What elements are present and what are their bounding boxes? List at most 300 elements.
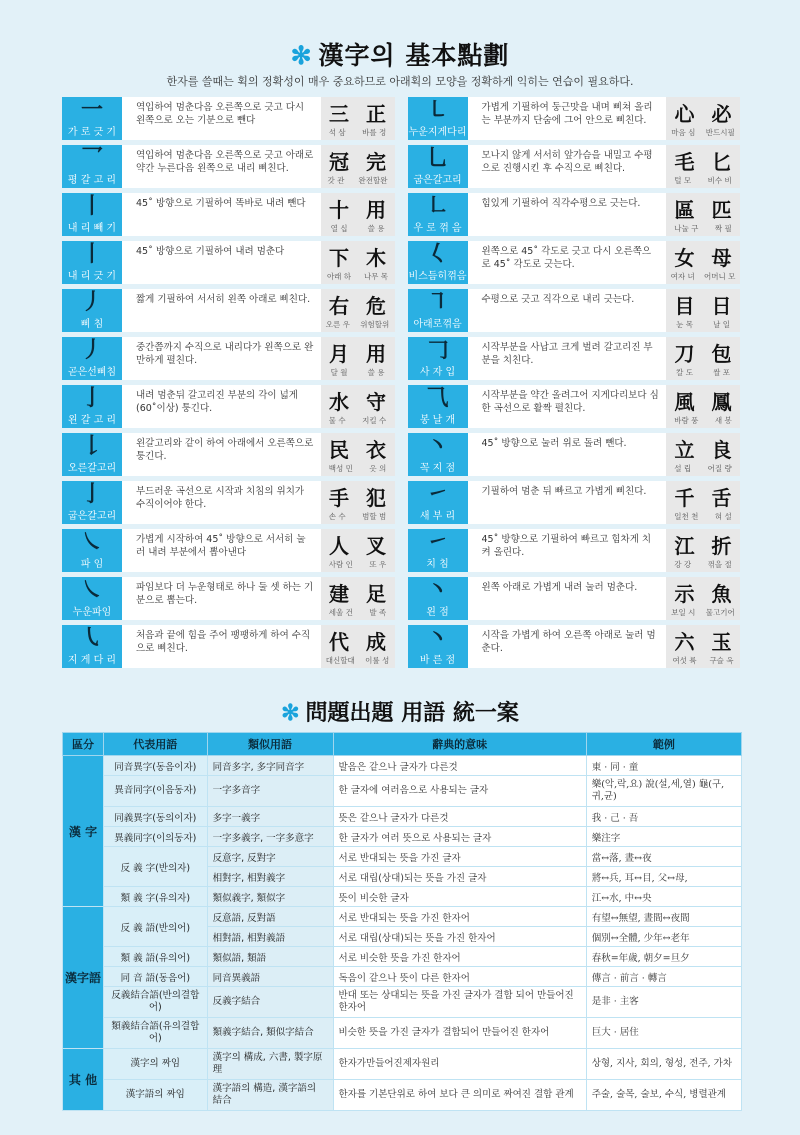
example: 樂注字 — [586, 827, 741, 847]
example-box — [321, 385, 395, 428]
example-readings — [666, 271, 740, 282]
example-char: 完 — [366, 150, 386, 174]
example-chars — [321, 98, 395, 127]
stroke-card — [408, 433, 741, 476]
example-box — [666, 577, 740, 620]
stroke-row — [62, 145, 740, 188]
example-reading: 혀 설 — [714, 512, 732, 521]
representative-term: 異義同字(이의동자) — [104, 827, 208, 847]
example: 我 · 己 · 吾 — [586, 807, 741, 827]
example-char: 鳳 — [711, 390, 732, 414]
stroke-box — [62, 337, 122, 380]
example-reading: 달 월 — [330, 368, 348, 377]
example-char: 千 — [674, 486, 695, 510]
stroke-name: 치 침 — [426, 559, 449, 570]
group-label: 其 他 — [63, 1049, 104, 1111]
example: 巨大 · 居住 — [586, 1018, 741, 1049]
similar-terms: 反意字, 反對字 — [207, 847, 333, 867]
example-box — [321, 481, 395, 524]
example-chars — [666, 98, 740, 127]
stroke-card — [408, 289, 741, 332]
example-reading: 세울 건 — [328, 608, 353, 617]
example-char: 折 — [711, 534, 732, 558]
stroke-box — [408, 481, 468, 524]
example: 是非 · 主客 — [586, 987, 741, 1018]
example-readings — [666, 319, 740, 330]
example-box — [321, 289, 395, 332]
example-box — [666, 433, 740, 476]
example-reading: 백성 민 — [328, 464, 353, 473]
group-label: 漢 字 — [63, 756, 104, 907]
stroke-card — [408, 241, 741, 284]
example-char: 刀 — [674, 342, 695, 366]
stroke-row — [62, 433, 740, 476]
example-chars — [321, 242, 395, 271]
similar-terms: 反義字結合 — [207, 987, 333, 1018]
example-reading: 갓 관 — [327, 176, 345, 185]
stroke-box — [408, 193, 468, 236]
stroke-glyph: 𠃌 — [426, 337, 449, 363]
similar-terms: 相對字, 相對義字 — [207, 867, 333, 887]
example-char: 衣 — [366, 438, 386, 462]
example-reading: 털 모 — [674, 176, 692, 185]
example-char: 正 — [366, 102, 386, 126]
example-box — [321, 625, 395, 668]
stroke-row — [62, 241, 740, 284]
example-char: 舌 — [711, 486, 732, 510]
stroke-name: 굽은갈고리 — [67, 511, 117, 522]
example-box — [321, 577, 395, 620]
example-reading: 여자 녀 — [670, 272, 695, 281]
example-reading: 대신할대 — [325, 656, 355, 665]
stroke-name: 사 자 입 — [419, 367, 456, 378]
example-char: 匕 — [711, 150, 732, 174]
example-reading: 새 봉 — [714, 416, 732, 425]
stroke-glyph: 一 — [80, 97, 103, 123]
table-header: 代表用語 — [104, 733, 208, 756]
representative-term: 反 義 語(반의어) — [104, 907, 208, 947]
stroke-glyph: 丶 — [426, 577, 449, 603]
example-char: 十 — [329, 198, 349, 222]
example-char: 日 — [711, 294, 732, 318]
stroke-card — [62, 481, 395, 524]
stroke-glyph: 丨 — [80, 241, 103, 267]
similar-terms: 漢字語의 構造, 漢字語의 結合 — [207, 1080, 333, 1111]
example-reading: 발 족 — [369, 608, 387, 617]
dictionary-meaning: 서로 대립(상대)되는 뜻을 가진 한자어 — [333, 927, 586, 947]
table-row — [63, 807, 742, 827]
example-char: 月 — [329, 342, 349, 366]
example-box — [666, 289, 740, 332]
stroke-description: 가볍게 시작하여 45˚ 방향으로 서서히 눌러 내려 부분에서 뽑아낸다 — [122, 529, 321, 572]
similar-terms: 類似語, 類語 — [207, 947, 333, 967]
example-reading: 열 십 — [330, 224, 348, 233]
example-char: 魚 — [711, 582, 732, 606]
example-readings — [321, 367, 395, 378]
example-readings — [666, 175, 740, 186]
example: 有望↔無望, 晝間↔夜間 — [586, 907, 741, 927]
example-readings — [666, 511, 740, 522]
example-reading: 쓸 용 — [367, 368, 385, 377]
example-char: 下 — [329, 246, 349, 270]
example-chars — [666, 146, 740, 175]
representative-term: 同義異字(동의이자) — [104, 807, 208, 827]
example-reading: 날 일 — [713, 320, 730, 329]
representative-term: 漢字語의 짜임 — [104, 1080, 208, 1111]
stroke-description: 파임보다 더 누운형태로 하나 둘 셋 하는 기분으로 뽑는다. — [122, 577, 321, 620]
example-reading: 지킬 수 — [362, 416, 387, 425]
example-char: 匹 — [711, 198, 732, 222]
dictionary-meaning: 한자가만들어진제자원리 — [333, 1049, 586, 1080]
example-box — [666, 481, 740, 524]
example-readings — [321, 607, 395, 618]
dictionary-meaning: 서로 반대되는 뜻을 가진 한자어 — [333, 907, 586, 927]
stroke-card — [62, 193, 395, 236]
example-char: 代 — [329, 630, 349, 654]
example-chars — [321, 338, 395, 367]
stroke-description: 45˚ 방향으로 기필하여 빠르고 힘차게 치켜 올린다. — [468, 529, 667, 572]
example-box — [666, 241, 740, 284]
stroke-grid — [62, 97, 740, 673]
stroke-glyph: ㇗ — [426, 193, 449, 219]
example-char: 風 — [674, 390, 695, 414]
stroke-glyph: ㇕ — [426, 289, 449, 315]
example-chars — [321, 434, 395, 463]
page-subtitle: 한자를 쓸때는 획의 정확성이 매우 중요하므로 아래획의 모양을 정확하게 익히는 연습이 필요하다. — [166, 75, 634, 88]
stroke-card — [62, 529, 395, 572]
stroke-name: 평 갈 고 리 — [67, 175, 117, 186]
similar-terms: 反意語, 反對語 — [207, 907, 333, 927]
stroke-description: 왼갈고리와 같이 하여 아래에서 오른쪽으로 퉁긴다. — [122, 433, 321, 476]
example-readings — [666, 463, 740, 474]
stroke-glyph: 丿 — [80, 289, 103, 315]
stroke-glyph: 亅 — [80, 481, 103, 507]
example-reading: 설 립 — [674, 464, 692, 473]
example-box — [666, 337, 740, 380]
stroke-description: 수평으로 긋고 직각으로 내리 긋는다. — [468, 289, 667, 332]
example-box — [321, 433, 395, 476]
stroke-description: 45˚ 방향으로 기필하여 똑바로 내려 뺀다 — [122, 193, 321, 236]
stroke-box — [62, 241, 122, 284]
example-readings — [321, 463, 395, 474]
example-reading: 마음 심 — [671, 128, 696, 137]
example-reading: 쓸 용 — [367, 224, 385, 233]
example-char: 女 — [674, 246, 695, 270]
stroke-description: 45˚ 방향으로 기필하여 내려 멈춘다 — [122, 241, 321, 284]
stroke-glyph: ㇀ — [426, 481, 449, 507]
example-reading: 물 수 — [328, 416, 346, 425]
stroke-box — [62, 145, 122, 188]
stroke-row — [62, 577, 740, 620]
stroke-row — [62, 385, 740, 428]
stroke-card — [408, 577, 741, 620]
example-chars — [666, 242, 740, 271]
table-row — [63, 776, 742, 807]
similar-terms: 一字多義字, 一字多意字 — [207, 827, 333, 847]
stroke-name: 바 른 점 — [419, 655, 456, 666]
example-char: 必 — [711, 102, 732, 126]
dictionary-meaning: 뜻이 비슷한 글자 — [333, 887, 586, 907]
example-char: 木 — [366, 246, 386, 270]
example-reading: 오른 우 — [325, 320, 350, 329]
group-label: 漢字語 — [63, 907, 104, 1049]
example: 當↔落, 晝↔夜 — [586, 847, 741, 867]
example-reading: 아래 하 — [326, 272, 352, 281]
stroke-card — [62, 385, 395, 428]
example-readings — [321, 415, 395, 426]
example-readings — [321, 319, 395, 330]
example-reading: 어머니 모 — [704, 272, 736, 281]
example: 將↔兵, 耳↔目, 父↔母, — [586, 867, 741, 887]
stroke-description: 처음과 끝에 힘을 주어 팽팽하게 하여 수직으로 삐친다. — [122, 625, 321, 668]
stroke-name: 곧은선삐침 — [67, 367, 117, 378]
stroke-row — [62, 529, 740, 572]
table-row — [63, 887, 742, 907]
dictionary-meaning: 독음이 같으나 뜻이 다른 한자어 — [333, 967, 586, 987]
stroke-glyph: 丨 — [80, 193, 103, 219]
table-header: 範例 — [586, 733, 741, 756]
stroke-description: 짧게 기필하여 서서히 왼쪽 아래로 삐친다. — [122, 289, 321, 332]
example-char: 母 — [711, 246, 732, 270]
example-char: 冠 — [329, 150, 349, 174]
stroke-card — [62, 145, 395, 188]
stroke-name: 아래로꺾음 — [413, 319, 462, 330]
example-reading: 꺾을 절 — [707, 560, 732, 569]
example-char: 人 — [329, 534, 349, 558]
stroke-description: 기필하여 멈춘 뒤 빠르고 가볍게 삐친다. — [468, 481, 667, 524]
example-reading: 물고기어 — [705, 608, 735, 617]
stroke-name: 우 로 꺾 음 — [413, 223, 462, 234]
stroke-card — [408, 97, 741, 140]
stroke-description: 모나지 않게 서서히 앞가슴을 내밀고 수평으로 진행시킨 후 수직으로 삐친다. — [468, 145, 667, 188]
stroke-row — [62, 289, 740, 332]
example-char: 手 — [329, 486, 349, 510]
example: 個別↔全體, 少年↔老年 — [586, 927, 741, 947]
table-header-row — [63, 733, 742, 756]
stroke-name: 왼 점 — [426, 607, 449, 618]
example-reading: 반드시필 — [705, 128, 735, 137]
example-chars — [666, 386, 740, 415]
example-char: 用 — [366, 342, 386, 366]
example-chars — [666, 194, 740, 223]
example: 春秋=年歲, 朝夕=旦夕 — [586, 947, 741, 967]
table-row — [63, 1049, 742, 1080]
representative-term: 類 義 字(유의자) — [104, 887, 208, 907]
stroke-box — [62, 433, 122, 476]
example-box — [666, 529, 740, 572]
example-reading: 범할 범 — [362, 512, 387, 521]
stroke-description: 힘있게 기필하여 직각수평으로 긋는다. — [468, 193, 667, 236]
stroke-description: 왼쪽으로 45˚ 각도로 긋고 다시 오른쪽으로 45˚ 각도로 긋는다. — [468, 241, 667, 284]
stroke-glyph: 丿 — [80, 337, 103, 363]
example-chars — [666, 434, 740, 463]
stroke-box — [408, 625, 468, 668]
dictionary-meaning: 발음은 같으나 글자가 다른것 — [333, 756, 586, 776]
example-char: 用 — [366, 198, 386, 222]
stroke-glyph: 乛 — [80, 145, 103, 171]
similar-terms: 漢字의 構成, 六書, 製字原理 — [207, 1049, 333, 1080]
example-chars — [666, 626, 740, 655]
stroke-description: 왼쪽 아래로 가볍게 내려 눌러 멈춘다. — [468, 577, 667, 620]
stroke-card — [408, 481, 741, 524]
stroke-glyph: 𡿨 — [426, 241, 449, 267]
stroke-name: 지 게 다 리 — [67, 655, 117, 666]
stroke-glyph: 乚 — [426, 145, 449, 171]
stroke-card — [408, 337, 741, 380]
stroke-description: 시작부분을 약간 올려그어 지게다리보다 심한 곡선으로 활짝 펼친다. — [468, 385, 667, 428]
stroke-card — [62, 337, 395, 380]
example-char: 守 — [366, 390, 386, 414]
example-char: 六 — [674, 630, 695, 654]
example-char: 水 — [329, 390, 349, 414]
stroke-card — [408, 529, 741, 572]
example-char: 毛 — [674, 150, 695, 174]
stroke-description: 부드러운 곡선으로 시작과 치침의 위치가 수직이어야 한다. — [122, 481, 321, 524]
example-box — [666, 193, 740, 236]
similar-terms: 類似義字, 類似字 — [207, 887, 333, 907]
stroke-row — [62, 97, 740, 140]
stroke-name: 내 리 빼 기 — [67, 223, 117, 234]
example-chars — [666, 482, 740, 511]
stroke-description: 가볍게 기필하여 둥근맛을 내며 삐쳐 올리는 부분까지 단숨에 그어 안으로 삐친다. — [468, 97, 667, 140]
example-reading: 여섯 륙 — [672, 656, 697, 665]
example-chars — [666, 338, 740, 367]
example-box — [321, 193, 395, 236]
example-readings — [321, 559, 395, 570]
table-row — [63, 756, 742, 776]
dictionary-meaning: 서로 대립(상대)되는 뜻을 가진 글자 — [333, 867, 586, 887]
example-char: 心 — [674, 102, 695, 126]
representative-term: 反義結合語(반의결합어) — [104, 987, 208, 1018]
stroke-box — [62, 289, 122, 332]
example-box — [666, 145, 740, 188]
example-chars — [321, 146, 395, 175]
stroke-name: 왼 갈 고 리 — [67, 415, 117, 426]
stroke-card — [62, 241, 395, 284]
example-chars — [321, 386, 395, 415]
stroke-name: 가 로 긋 기 — [67, 127, 117, 138]
example-readings — [321, 655, 395, 666]
table-row — [63, 907, 742, 927]
example: 東 · 同 · 童 — [586, 756, 741, 776]
example-readings — [666, 559, 740, 570]
asterisk-icon: ✻ — [290, 41, 313, 70]
example-box — [321, 529, 395, 572]
example-char: 右 — [329, 294, 349, 318]
table-header: 類似用語 — [207, 733, 333, 756]
stroke-box — [408, 385, 468, 428]
table-row — [63, 947, 742, 967]
example-char: 三 — [329, 102, 349, 126]
stroke-box — [408, 337, 468, 380]
stroke-box — [62, 529, 122, 572]
representative-term: 類義結合語(유의결합어) — [104, 1018, 208, 1049]
example-box — [321, 145, 395, 188]
page-title: ✻ 漢字의 基本點劃 — [290, 41, 510, 70]
example-char: 良 — [711, 438, 732, 462]
example-readings — [321, 271, 395, 282]
stroke-glyph: 𠄌 — [80, 433, 103, 459]
stroke-name: 봉 날 개 — [419, 415, 456, 426]
example-char: 叉 — [366, 534, 386, 558]
table-title: ✻ 問題出題 用語 統一案 — [281, 700, 519, 726]
example: 상형, 지사, 회의, 형성, 전주, 가차 — [586, 1049, 741, 1080]
stroke-card — [62, 289, 395, 332]
similar-terms: 同音多字, 多字同音字 — [207, 756, 333, 776]
example-reading: 강 강 — [674, 560, 692, 569]
stroke-name: 누운파임 — [72, 607, 112, 618]
stroke-row — [62, 625, 740, 668]
stroke-description: 시작부분을 사납고 크게 벌려 갈고리진 부분을 치친다. — [468, 337, 667, 380]
example-readings — [666, 367, 740, 378]
example-reading: 사람 인 — [328, 560, 353, 569]
example-reading: 나눌 구 — [674, 224, 699, 233]
table-row — [63, 847, 742, 867]
stroke-card — [408, 625, 741, 668]
stroke-glyph: 丶 — [426, 625, 449, 651]
stroke-box — [408, 529, 468, 572]
example: 江↔水, 中↔央 — [586, 887, 741, 907]
stroke-name: 새 부 리 — [419, 511, 456, 522]
representative-term: 異音同字(이음동자) — [104, 776, 208, 807]
stroke-name: 파 임 — [80, 559, 104, 570]
stroke-box — [408, 241, 468, 284]
stroke-row — [62, 481, 740, 524]
stroke-box — [62, 385, 122, 428]
example-char: 成 — [366, 630, 386, 654]
dictionary-meaning: 반대 또는 상대되는 뜻을 가진 글자가 결합 되어 만들어진 한자어 — [333, 987, 586, 1018]
example-reading: 짝 필 — [714, 224, 732, 233]
example-chars — [321, 626, 395, 655]
stroke-box — [408, 433, 468, 476]
example-reading: 일천 천 — [674, 512, 699, 521]
example-reading: 쌀 포 — [713, 368, 730, 377]
stroke-glyph: ㇂ — [80, 625, 103, 651]
stroke-card — [62, 577, 395, 620]
stroke-glyph: ⺄ — [426, 385, 449, 411]
dictionary-meaning: 한자를 기본단위로 하여 보다 큰 의미로 짜여진 결합 관계 — [333, 1080, 586, 1111]
example-char: 區 — [674, 198, 695, 222]
stroke-glyph: ㇏ — [80, 577, 103, 603]
example-reading: 구슬 옥 — [709, 656, 734, 665]
terms-table — [62, 732, 742, 1111]
example-reading: 바람 풍 — [674, 416, 699, 425]
representative-term: 漢字의 짜임 — [104, 1049, 208, 1080]
example-chars — [666, 578, 740, 607]
example-readings — [321, 511, 395, 522]
stroke-description: 중간쯤까지 수직으로 내리다가 왼쪽으로 완만하게 펼친다. — [122, 337, 321, 380]
stroke-card — [62, 97, 395, 140]
stroke-box — [408, 145, 468, 188]
example-box — [666, 385, 740, 428]
example-readings — [666, 415, 740, 426]
stroke-glyph: ㇀ — [426, 529, 449, 555]
similar-terms: 多字一義字 — [207, 807, 333, 827]
example-readings — [321, 175, 395, 186]
dictionary-meaning: 한 글자에 여러음으로 사용되는 글자 — [333, 776, 586, 807]
example-reading: 석 삼 — [328, 128, 346, 137]
example-chars — [321, 290, 395, 319]
example-char: 示 — [674, 582, 695, 606]
example: 樂(악,락,요) 說(설,세,열) 龜(구,귀,균) — [586, 776, 741, 807]
table-header: 辭典的意味 — [333, 733, 586, 756]
dictionary-meaning: 서로 반대되는 뜻을 가진 글자 — [333, 847, 586, 867]
example-char: 危 — [366, 294, 386, 318]
asterisk-icon: ✻ — [281, 700, 300, 726]
stroke-box — [408, 289, 468, 332]
example-readings — [666, 127, 740, 138]
example-chars — [321, 530, 395, 559]
